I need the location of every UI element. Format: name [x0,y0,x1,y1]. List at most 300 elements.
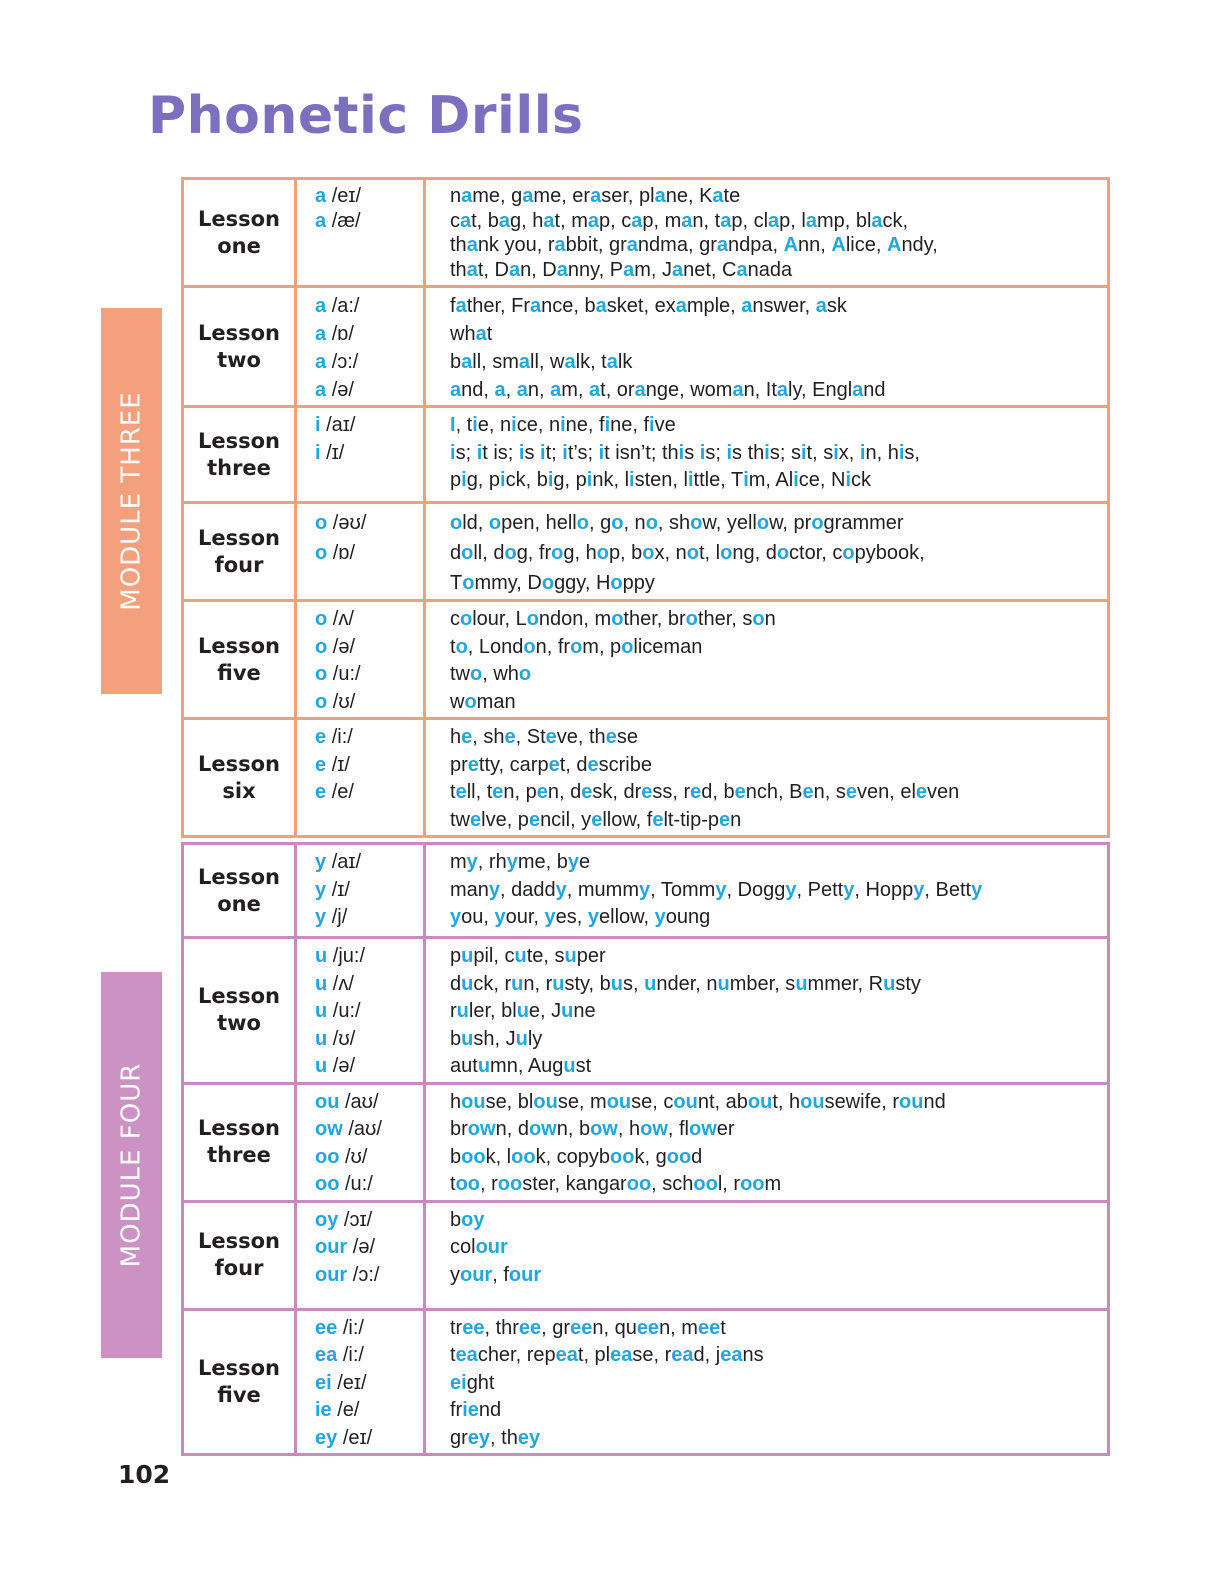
sound-letter: ei [315,1371,332,1394]
word-text: man [450,878,489,901]
sound-item [315,877,422,905]
highlighted-letters: o [450,512,463,534]
word-text: mber, s [729,972,796,995]
sound-letter: i [315,441,321,464]
highlighted-letters: y [971,878,983,901]
highlighted-letters: oy [461,1208,485,1231]
word-text: sty, b [564,972,611,995]
highlighted-letters: i [598,441,605,464]
highlighted-letters: ee [636,1316,660,1339]
highlighted-letters: a [508,258,521,281]
lesson-name-line: Lesson [197,1116,280,1140]
word-text: n, m [659,1316,698,1339]
word-text: p [450,945,462,967]
sound-ipa: /i:/ [342,1316,364,1339]
highlighted-letters: a [461,351,473,373]
sound-letter: o [315,663,328,685]
highlighted-letters: u [461,972,474,995]
word-text: mn, Aug [490,1055,564,1077]
highlighted-letters: e [548,753,560,776]
word-text: n, D [520,258,557,281]
word-text: t; [545,441,563,464]
sound-ipa: /ə/ [352,1236,376,1258]
highlighted-letters: our [475,1236,508,1258]
word-text: grammer [823,512,904,534]
word-text: tr [450,1316,463,1339]
highlighted-letters: a [590,185,602,207]
highlighted-letters: y [843,878,855,901]
sound-ipa: /u:/ [332,1000,361,1022]
highlighted-letters: a [554,234,566,256]
highlighted-letters: ou [461,1090,486,1113]
word-text: p [450,469,462,491]
word-text: l [624,469,630,491]
highlighted-letters: ee [570,1316,593,1339]
word-text: nd [863,379,886,401]
word-text: , Lond [467,635,524,658]
highlighted-letters: ow [528,1118,557,1140]
highlighted-letters: u [514,945,527,967]
word-text: ctor, c [789,542,843,564]
word-text: ll, d [473,542,505,564]
highlighted-letters: e [504,726,516,748]
sound-letter: u [315,1027,328,1050]
word-text: , sch [651,1173,694,1195]
word-text: m [764,1173,782,1195]
word-text: t, l [698,542,721,564]
word-line [450,1234,1106,1262]
word-line [450,1425,1106,1453]
sound-ipa: /ʌ/ [332,608,354,630]
word-text: , r [480,1173,498,1195]
word-text: ss, r [652,781,691,803]
lesson-name-line: three [207,455,271,480]
highlighted-letters: a [556,258,568,281]
word-text: ven, el [856,781,916,803]
word-text: se, r [632,1344,672,1366]
sound-letter: oo [315,1145,340,1168]
word-text: p, cl [731,209,769,232]
highlighted-letters: i [629,469,635,491]
word-line [450,1342,1106,1370]
sound-letter: u [315,972,328,995]
sound-list [296,1309,425,1455]
word-text: s; [705,441,727,464]
word-text: , g [588,512,612,534]
highlighted-letters: e [467,753,479,776]
lesson-row [183,844,1109,938]
sound-letter: our [315,1236,348,1258]
word-text: se, bl [485,1090,534,1113]
word-text: n, b [556,1118,591,1140]
word-line [450,904,1106,932]
word-text: t, m [554,209,588,232]
word-line [450,943,1106,971]
word-text: st [575,1055,592,1077]
word-text: ler, bl [468,1000,517,1022]
highlighted-letters: e [802,781,814,803]
word-line [450,998,1106,1026]
highlighted-letters: ow [467,1118,496,1140]
word-text: ndma, gr [637,234,717,256]
highlighted-letters: a [455,295,467,317]
lesson-name-line: two [217,1011,261,1036]
sound-letter: e [315,781,327,803]
word-text: T [450,572,463,594]
word-text: er [716,1118,735,1140]
word-text: nd, [461,379,495,401]
highlighted-letters: ee [462,1316,485,1339]
word-text: pybook, [854,542,925,564]
word-text: n, d [495,1118,529,1140]
sound-item [315,724,422,752]
lesson-name [183,719,296,837]
word-line [450,807,1106,835]
sound-ipa: /ɔɪ/ [343,1208,373,1231]
lesson-row [183,1201,1109,1309]
sound-letter: a [315,379,327,401]
sound-letter: a [315,185,327,207]
lesson-name-line: Lesson [197,320,280,345]
word-text: n [764,608,776,630]
highlighted-letters: a [543,209,555,232]
sound-ipa: /u:/ [332,663,361,685]
lesson-row [183,601,1109,719]
word-text: f [450,295,456,317]
highlighted-letters: i [699,441,706,464]
highlighted-letters: i [450,441,456,464]
highlighted-letters: u [516,1000,529,1022]
sound-ipa: /ɒ/ [332,542,356,564]
sound-item [315,320,422,348]
sound-letter: ow [315,1118,343,1140]
word-text: e [578,851,591,873]
word-text: g, p [553,469,587,491]
lesson-name-line: one [217,891,261,916]
sound-ipa: /ʊ/ [345,1145,368,1168]
word-line [450,1262,1106,1290]
word-text: our, [505,906,545,928]
word-line [450,467,1106,495]
highlighted-letters: i [678,441,685,464]
highlighted-letters: i [845,469,852,491]
word-text: t, D [477,258,509,281]
word-text: nt, ab [697,1090,748,1113]
lesson-name-line: four [214,552,264,577]
highlighted-letters: a [741,295,753,317]
word-text: ce, N [798,469,846,491]
word-text: , wh [482,663,519,685]
sound-item [315,1089,422,1117]
word-text: ns [742,1344,764,1366]
word-text: nk, [592,469,625,491]
sound-letter: ee [315,1316,338,1339]
sound-ipa: /ʊ/ [332,1027,356,1050]
highlighted-letters: oo [693,1173,718,1195]
word-text: p, l [779,209,806,232]
sound-list [296,503,425,601]
highlighted-letters: a [672,258,684,281]
highlighted-letters: A [783,234,799,256]
highlighted-letters: a [550,379,562,401]
lesson-name-line: one [217,233,261,258]
word-text: n, d [547,781,582,803]
sound-ipa: /e/ [337,1399,360,1421]
word-text: s; s [769,441,801,464]
sound-letter: oy [315,1208,339,1231]
highlighted-letters: a [852,379,864,401]
word-text: w [450,690,465,713]
sound-item [315,209,422,234]
highlighted-letters: i [859,441,866,464]
word-text: b [450,1208,462,1231]
lesson-name-line: Lesson [197,206,280,231]
word-text: , h [617,1118,641,1140]
word-text: man [476,690,516,713]
word-text: ncil, y [540,808,592,831]
word-text: lt-tip-p [663,808,720,831]
highlighted-letters: u [610,972,623,995]
highlighted-letters: ea [720,1344,743,1366]
word-text: g, p [466,469,501,491]
highlighted-letters: i [793,469,799,491]
word-line [450,661,1106,689]
highlighted-letters: ou [899,1090,924,1113]
word-text: ther, Fr [466,295,531,317]
sound-list [296,407,425,503]
lesson-row [183,719,1109,837]
page-title: Phonetic Drills [148,86,584,146]
sound-letter: e [315,753,327,776]
highlighted-letters: i [476,441,483,464]
word-text: oung [665,906,711,928]
word-text: t, h [772,1090,801,1113]
highlighted-letters: ei [450,1371,467,1394]
highlighted-letters: o [551,542,564,564]
word-line [450,1397,1106,1425]
highlighted-letters: ou [747,1090,773,1113]
word-text: k, copyb [535,1145,611,1168]
word-text: mmer, R [807,972,884,995]
word-line [450,1089,1106,1117]
highlighted-letters: o [455,635,468,658]
highlighted-letters: ow [689,1118,717,1140]
word-line [450,348,1106,376]
highlighted-letters: o [576,512,589,534]
highlighted-letters: o [570,635,583,658]
highlighted-letters: y [715,878,727,901]
word-text: t [450,781,456,803]
sound-ipa: /u:/ [345,1173,373,1195]
word-text: ttle, T [693,469,744,491]
word-line [450,849,1106,877]
sound-list [296,719,425,837]
word-text: llow, f [602,808,653,831]
highlighted-letters: o [526,608,539,630]
highlighted-letters: oo [461,1145,486,1168]
highlighted-letters: o [811,512,824,534]
highlighted-letters: y [587,906,600,928]
sound-ipa: /ə/ [331,379,354,401]
word-text: t, pl [577,1344,611,1366]
word-text: nder, n [656,972,718,995]
word-text: , Hopp [854,878,914,901]
highlighted-letters: i [586,469,593,491]
highlighted-letters: a [626,234,638,256]
sound-ipa: /ju:/ [332,945,366,967]
example-words [425,1201,1109,1309]
highlighted-letters: a [518,351,531,373]
word-text: liceman [633,635,703,658]
word-line [450,258,1106,283]
sound-letter: o [315,512,328,534]
word-text: ther, br [623,608,686,630]
highlighted-letters: y [450,906,462,928]
highlighted-letters: u [552,972,565,995]
highlighted-letters: o [610,572,623,594]
word-text: , sh [657,512,691,534]
module-four-label: MODULE FOUR [116,1062,147,1268]
highlighted-letters: o [504,542,517,564]
highlighted-letters: e [591,808,603,831]
highlighted-letters: ou [800,1090,825,1113]
sound-letter: u [315,1000,328,1022]
sound-list [296,1083,425,1201]
word-text: w, pr [769,512,812,534]
word-text: ly [527,1027,543,1050]
word-text: n, p [503,781,537,803]
highlighted-letters: a [623,258,635,281]
word-text: w, yell [702,512,757,534]
word-text: n, t [692,209,721,232]
word-text: s [684,441,700,464]
lesson-name-line: Lesson [197,633,280,658]
word-text: n, qu [592,1316,637,1339]
highlighted-letters: o [611,608,624,630]
highlighted-letters: i [898,441,905,464]
word-text: pr [450,753,468,776]
word-text: se, m [557,1090,607,1113]
sound-item [315,1262,422,1290]
highlighted-letters: e [734,781,746,803]
word-text: ne, f [565,414,605,436]
sound-letter: o [315,608,328,630]
sound-item [315,412,422,440]
highlighted-letters: A [831,234,846,256]
word-text: nch, B [745,781,803,803]
sound-item [315,376,422,404]
word-text: , th [490,1426,518,1449]
highlighted-letters: e [915,781,928,803]
highlighted-letters: a [587,209,599,232]
word-text: es, [555,906,588,928]
highlighted-letters: o [464,690,477,713]
word-text: t [450,1173,456,1195]
word-text: tw [450,663,470,685]
word-line [450,1144,1106,1172]
word-text: g, fr [516,542,552,564]
word-line [450,606,1106,634]
sound-letter: ea [315,1344,338,1366]
highlighted-letters: oo [455,1173,480,1195]
sound-item [315,538,422,568]
sound-item [315,508,422,538]
sound-list [296,938,425,1084]
highlighted-letters: e [455,781,467,803]
sound-item [315,1397,422,1425]
highlighted-letters: e [845,781,857,803]
highlighted-letters: i [743,469,749,491]
lesson-row [183,938,1109,1084]
highlighted-letters: y [494,906,506,928]
word-line [450,184,1106,209]
word-text: , t [455,414,473,436]
sound-ipa: /aɪ/ [331,851,362,873]
highlighted-letters: ow [640,1118,668,1140]
word-text: ll, w [530,351,565,373]
highlighted-letters: our [508,1263,542,1286]
highlighted-letters: a [736,258,748,281]
word-text: c [450,608,460,630]
word-text: tw [450,808,470,831]
highlighted-letters: o [685,608,698,630]
sound-ipa: /aɪ/ [326,414,356,436]
word-text: ck, b [505,469,548,491]
word-text: , thr [484,1316,519,1339]
lesson-name [183,938,296,1084]
word-text: sewife, r [824,1090,900,1113]
highlighted-letters: a [654,185,666,207]
sound-letter: a [315,351,327,373]
sound-ipa: /ɔ:/ [352,1263,380,1286]
highlighted-letters: a [634,379,646,401]
word-line [450,1207,1106,1235]
word-text: sk [826,295,847,317]
word-text: h [450,1090,462,1113]
highlighted-letters: oo [610,1145,635,1168]
highlighted-letters: o [720,542,733,564]
highlighted-letters: y [567,851,579,873]
module-three-table [181,177,1110,838]
example-words [425,719,1109,837]
word-line [450,689,1106,717]
sound-item [315,292,422,320]
word-text: n, It [743,379,777,401]
word-text: n, s [813,781,846,803]
sound-list [296,287,425,407]
word-text: t [450,1344,456,1366]
lesson-name-line: two [217,347,261,372]
word-text: k, g [634,1145,667,1168]
lesson-name [183,179,296,287]
sound-item [315,1425,422,1453]
sound-letter: i [315,414,321,436]
word-text: n, h [865,441,899,464]
highlighted-letters: e [652,808,664,831]
sound-ipa: /ʌ/ [332,972,354,995]
sound-ipa: /j/ [331,906,348,928]
highlighted-letters: a [675,295,687,317]
sound-item [315,348,422,376]
highlighted-letters: o [776,542,790,564]
lesson-name-line: five [217,1382,261,1407]
word-text: d [450,542,462,564]
highlighted-letters: a [530,295,542,317]
sound-letter: ey [315,1426,338,1449]
word-text: t [486,323,493,345]
sound-letter: a [315,323,327,345]
word-text: n, fr [535,635,571,658]
